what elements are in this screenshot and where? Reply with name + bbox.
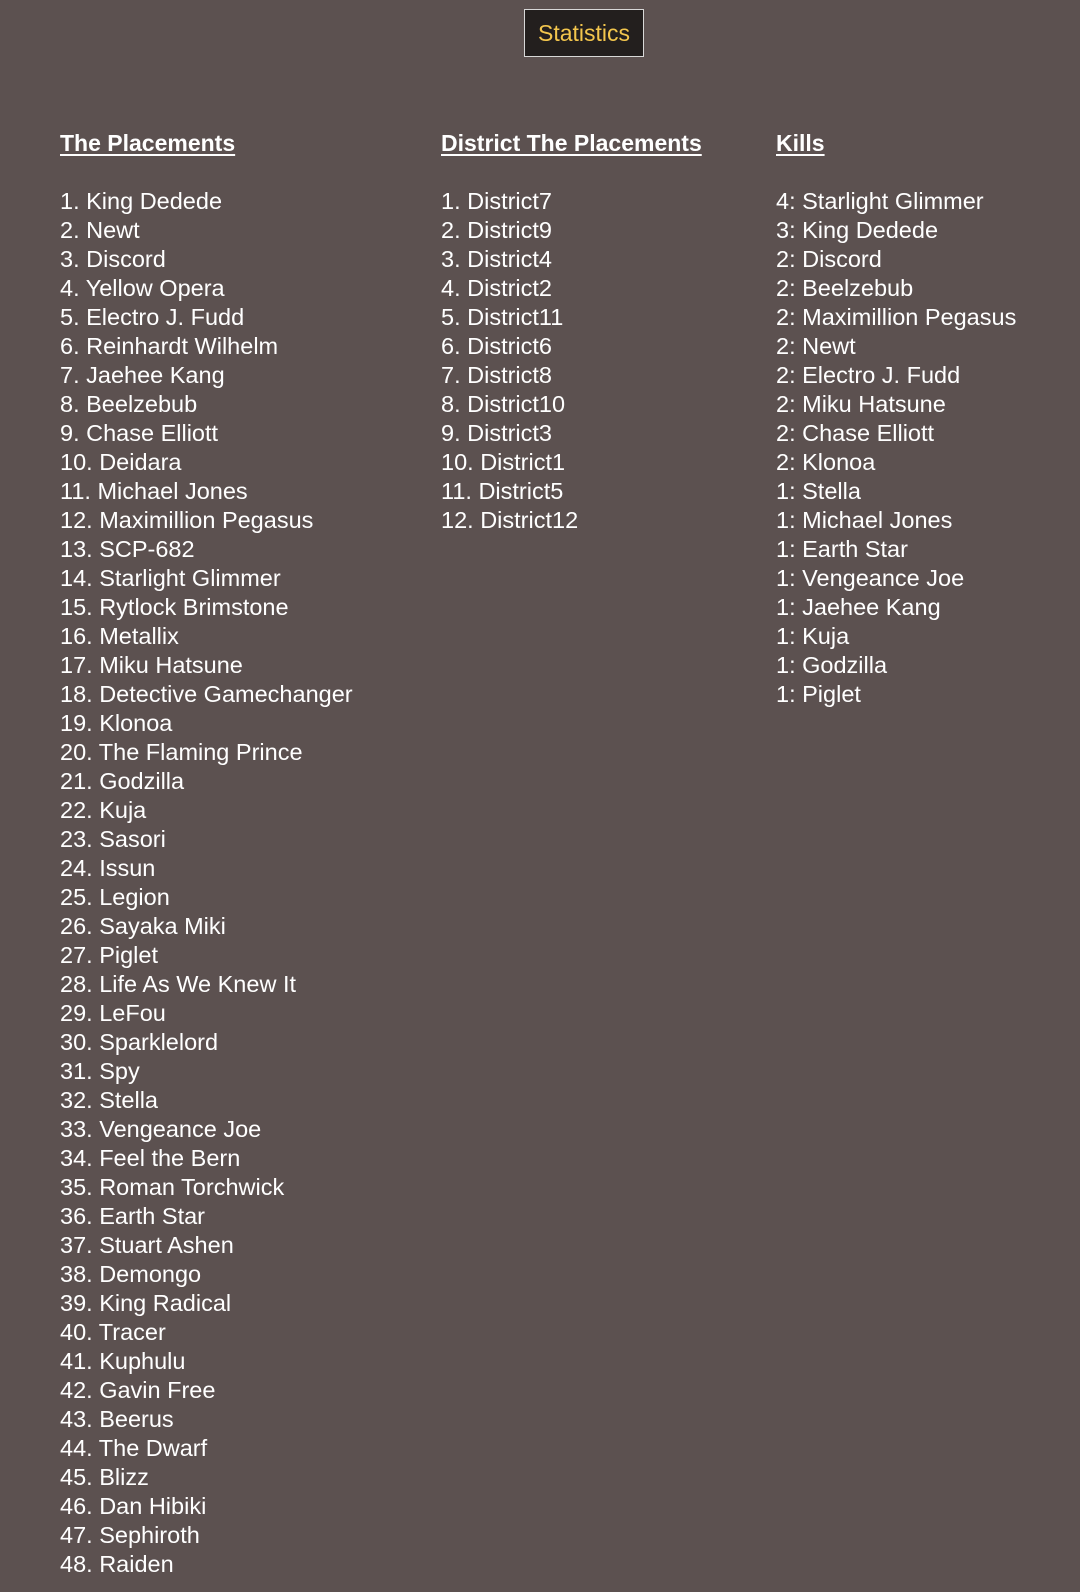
placement-item: 43. Beerus	[60, 1406, 174, 1432]
placements-heading: The Placements	[60, 130, 236, 156]
district-placement-item: 5. District11	[441, 304, 564, 330]
kill-item: 1: Jaehee Kang	[776, 594, 941, 620]
placement-item: 29. LeFou	[60, 1000, 166, 1026]
placement-item: 34. Feel the Bern	[60, 1145, 241, 1171]
placement-item: 35. Roman Torchwick	[60, 1174, 285, 1200]
placement-item: 37. Stuart Ashen	[60, 1232, 234, 1258]
placement-item: 45. Blizz	[60, 1464, 149, 1490]
placement-item: 27. Piglet	[60, 942, 158, 968]
placements-list	[60, 187, 353, 1579]
kill-item: 1: Godzilla	[776, 652, 888, 678]
district-placement-item: 2. District9	[441, 217, 552, 243]
district-placement-item: 4. District2	[441, 275, 552, 301]
placement-item: 39. King Radical	[60, 1290, 232, 1316]
placement-item: 46. Dan Hibiki	[60, 1493, 207, 1519]
district-placement-item: 3. District4	[441, 246, 552, 272]
placement-item: 23. Sasori	[60, 826, 166, 852]
kill-item: 1: Piglet	[776, 681, 861, 707]
district-placement-item: 7. District8	[441, 362, 552, 388]
placement-item: 1. King Dedede	[60, 188, 223, 214]
district-placement-item: 12. District12	[441, 507, 579, 533]
statistics-button[interactable]	[524, 9, 644, 57]
kill-item: 2: Electro J. Fudd	[776, 362, 961, 388]
placement-item: 8. Beelzebub	[60, 391, 198, 417]
placement-item: 20. The Flaming Prince	[60, 739, 303, 765]
placement-item: 5. Electro J. Fudd	[60, 304, 245, 330]
placement-item: 14. Starlight Glimmer	[60, 565, 281, 591]
kill-item: 2: Klonoa	[776, 449, 876, 475]
kills-column	[776, 129, 1016, 709]
placement-item: 11. Michael Jones	[60, 478, 248, 504]
district-placement-item: 9. District3	[441, 420, 552, 446]
district-placements-heading: District The Placements	[441, 130, 702, 156]
kill-item: 2: Beelzebub	[776, 275, 914, 301]
placement-item: 6. Reinhardt Wilhelm	[60, 333, 279, 359]
statistics-button-label: Statistics	[537, 19, 631, 46]
placement-item: 17. Miku Hatsune	[60, 652, 243, 678]
kill-item: 2: Maximillion Pegasus	[776, 304, 1017, 330]
placement-item: 22. Kuja	[60, 797, 147, 823]
placement-item: 7. Jaehee Kang	[60, 362, 225, 388]
placement-item: 13. SCP-682	[60, 536, 195, 562]
district-placement-item: 1. District7	[441, 188, 552, 214]
placement-item: 3. Discord	[60, 246, 166, 272]
kill-item: 2: Discord	[776, 246, 882, 272]
placement-item: 30. Sparklelord	[60, 1029, 219, 1055]
kill-item: 2: Miku Hatsune	[776, 391, 946, 417]
kills-heading: Kills	[776, 130, 825, 156]
placement-item: 24. Issun	[60, 855, 156, 881]
placement-item: 26. Sayaka Miki	[60, 913, 226, 939]
kill-item: 3: King Dedede	[776, 217, 939, 243]
district-placement-item: 10. District1	[441, 449, 566, 475]
placement-item: 18. Detective Gamechanger	[60, 681, 353, 707]
kill-item: 1: Earth Star	[776, 536, 908, 562]
placement-item: 31. Spy	[60, 1058, 140, 1084]
placement-item: 41. Kuphulu	[60, 1348, 186, 1374]
placement-item: 38. Demongo	[60, 1261, 202, 1287]
kill-item: 2: Newt	[776, 333, 856, 359]
placement-item: 12. Maximillion Pegasus	[60, 507, 314, 533]
district-placements-column	[441, 129, 702, 535]
placement-item: 28. Life As We Knew It	[60, 971, 296, 997]
kill-item: 1: Stella	[776, 478, 861, 504]
kill-item: 1: Michael Jones	[776, 507, 953, 533]
kill-item: 2: Chase Elliott	[776, 420, 935, 446]
placement-item: 25. Legion	[60, 884, 170, 910]
placement-item: 2. Newt	[60, 217, 140, 243]
district-placements-list	[441, 187, 702, 535]
placement-item: 36. Earth Star	[60, 1203, 205, 1229]
placement-item: 4. Yellow Opera	[60, 275, 225, 301]
placement-item: 47. Sephiroth	[60, 1522, 200, 1548]
district-placement-item: 11. District5	[441, 478, 564, 504]
placement-item: 44. The Dwarf	[60, 1435, 208, 1461]
placement-item: 19. Klonoa	[60, 710, 173, 736]
district-placement-item: 6. District6	[441, 333, 552, 359]
placement-item: 42. Gavin Free	[60, 1377, 216, 1403]
placements-column	[60, 129, 353, 1579]
placement-item: 21. Godzilla	[60, 768, 185, 794]
district-placement-item: 8. District10	[441, 391, 566, 417]
placement-item: 10. Deidara	[60, 449, 182, 475]
placement-item: 33. Vengeance Joe	[60, 1116, 262, 1142]
placement-item: 15. Rytlock Brimstone	[60, 594, 289, 620]
kills-list	[776, 187, 1016, 709]
placement-item: 32. Stella	[60, 1087, 158, 1113]
kill-item: 1: Vengeance Joe	[776, 565, 965, 591]
kill-item: 1: Kuja	[776, 623, 850, 649]
placement-item: 9. Chase Elliott	[60, 420, 219, 446]
placement-item: 40. Tracer	[60, 1319, 166, 1345]
kill-item: 4: Starlight Glimmer	[776, 188, 984, 214]
placement-item: 16. Metallix	[60, 623, 179, 649]
placement-item: 48. Raiden	[60, 1551, 174, 1577]
